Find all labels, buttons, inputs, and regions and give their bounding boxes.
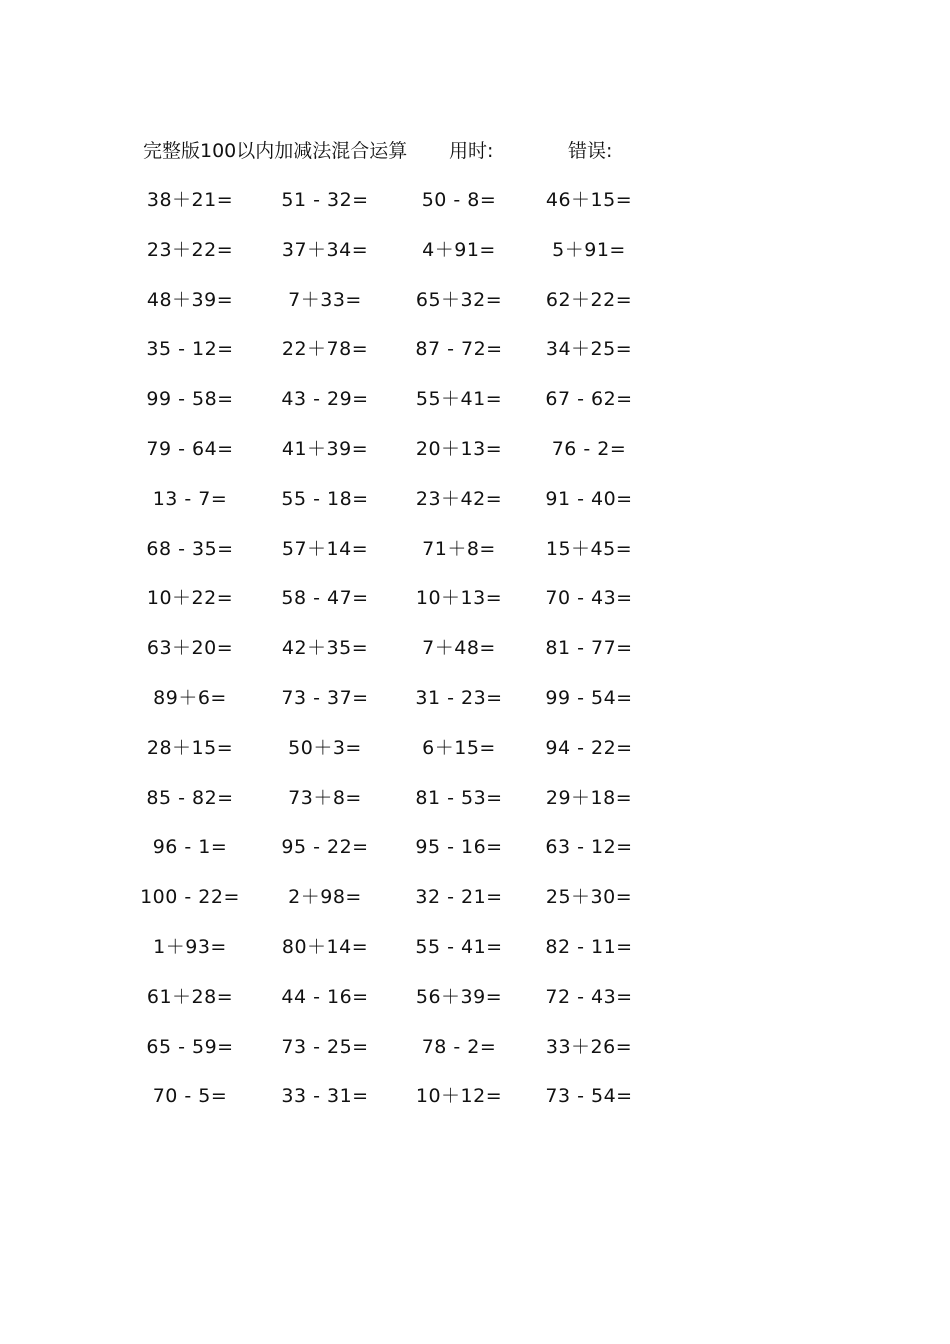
math-problem: 65 - 59= [146,1035,234,1058]
math-problem: 55＋41= [415,388,503,411]
problem-row [0,1081,950,1131]
math-problem: 34＋25= [545,338,633,361]
math-problem: 89＋6= [153,686,227,709]
math-problem: 5＋91= [552,238,626,261]
math-problem: 58 - 47= [281,587,369,610]
math-problem: 73 - 25= [281,1035,369,1058]
problem-grid [0,185,950,1131]
math-problem: 28＋15= [146,736,234,759]
math-problem: 33＋26= [545,1035,633,1058]
problem-row [0,185,950,235]
problem-row [0,932,950,982]
math-problem: 76 - 2= [551,437,627,460]
math-problem: 61＋28= [146,985,234,1008]
math-problem: 68 - 35= [146,537,234,560]
math-problem: 87 - 72= [415,338,503,361]
math-problem: 50＋3= [288,736,362,759]
math-problem: 38＋21= [146,189,234,211]
problem-row [0,334,950,384]
problem-row [0,882,950,932]
math-problem: 50 - 8= [421,189,497,211]
problem-row [0,484,950,534]
problem-row [0,633,950,683]
math-problem: 1＋93= [153,935,227,958]
problem-row [0,534,950,584]
math-problem: 23＋42= [415,487,503,510]
math-problem: 70 - 5= [152,1085,228,1108]
math-problem: 95 - 16= [415,836,503,859]
math-problem: 91 - 40= [545,487,633,510]
math-problem: 37＋34= [281,238,369,261]
math-problem: 23＋22= [146,238,234,261]
math-problem: 56＋39= [415,985,503,1008]
math-problem: 57＋14= [281,537,369,560]
math-problem: 43 - 29= [281,388,369,411]
math-problem: 73 - 37= [281,686,369,709]
math-problem: 72 - 43= [545,985,633,1008]
math-problem: 4＋91= [422,238,496,261]
math-problem: 15＋45= [545,537,633,560]
math-problem: 94 - 22= [545,736,633,759]
math-problem: 99 - 54= [545,686,633,709]
math-problem: 55 - 18= [281,487,369,510]
math-problem: 73＋8= [288,786,362,809]
math-problem: 78 - 2= [421,1035,497,1058]
math-problem: 63＋20= [146,637,234,660]
math-problem: 55 - 41= [415,935,503,958]
math-problem: 41＋39= [281,437,369,460]
math-problem: 51 - 32= [281,189,369,211]
math-problem: 81 - 53= [415,786,503,809]
math-problem: 10＋12= [415,1085,503,1108]
math-problem: 33 - 31= [281,1085,369,1108]
problem-row [0,982,950,1032]
math-problem: 6＋15= [422,736,496,759]
math-problem: 2＋98= [288,886,362,909]
math-problem: 44 - 16= [281,985,369,1008]
problem-row [0,733,950,783]
math-problem: 7＋33= [288,288,362,311]
problem-row [0,384,950,434]
math-problem: 35 - 12= [146,338,234,361]
math-problem: 13 - 7= [152,487,228,510]
math-problem: 29＋18= [545,786,633,809]
math-problem: 80＋14= [281,935,369,958]
math-problem: 32 - 21= [415,886,503,909]
math-problem: 31 - 23= [415,686,503,709]
math-problem: 62＋22= [545,288,633,311]
problem-row [0,832,950,882]
math-problem: 10＋22= [146,587,234,610]
math-problem: 7＋48= [422,637,496,660]
math-problem: 81 - 77= [545,637,633,660]
math-problem: 67 - 62= [545,388,633,411]
math-problem: 63 - 12= [545,836,633,859]
math-problem: 71＋8= [422,537,496,560]
math-problem: 20＋13= [415,437,503,460]
math-problem: 96 - 1= [152,836,228,859]
problem-row [0,1032,950,1082]
math-problem: 85 - 82= [146,786,234,809]
problem-row [0,285,950,335]
math-problem: 46＋15= [545,189,633,211]
math-problem: 95 - 22= [281,836,369,859]
math-problem: 99 - 58= [146,388,234,411]
math-problem: 10＋13= [415,587,503,610]
math-problem: 48＋39= [146,288,234,311]
math-problem: 25＋30= [545,886,633,909]
math-problem: 70 - 43= [545,587,633,610]
problem-row [0,434,950,484]
time-label: 用时: [449,140,494,162]
math-problem: 65＋32= [415,288,503,311]
problem-row [0,235,950,285]
math-problem: 82 - 11= [545,935,633,958]
math-problem: 42＋35= [281,637,369,660]
worksheet-title: 完整版100以内加减法混合运算 [143,140,408,162]
math-problem: 100 - 22= [140,886,240,909]
error-label: 错误: [568,140,613,162]
math-problem: 22＋78= [281,338,369,361]
problem-row [0,583,950,633]
problem-row [0,683,950,733]
problem-row [0,783,950,833]
math-problem: 79 - 64= [146,437,234,460]
math-problem: 73 - 54= [545,1085,633,1108]
